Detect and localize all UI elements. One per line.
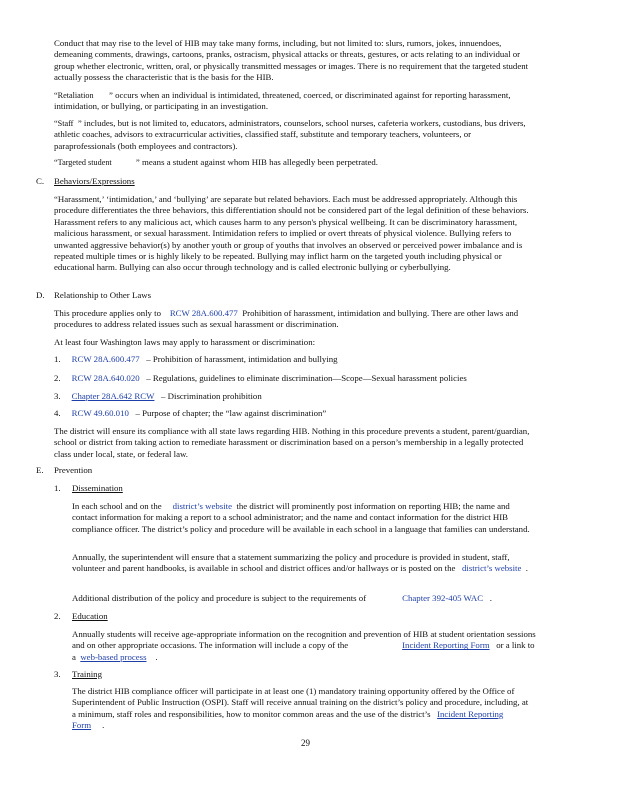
web-based-process-link[interactable]: web-based process [80, 651, 147, 662]
law-description: – Regulations, guidelines to eliminate discrimination—Scope—Sexual harassment policies [146, 373, 467, 383]
staff-term: “Staff [54, 119, 74, 128]
education-text-mid: or a link to a [72, 640, 535, 662]
law-item-number: 4. [54, 408, 61, 418]
law-link[interactable]: Chapter 28A.642 RCW [71, 391, 155, 401]
rcw-28a-600-477-link[interactable]: RCW 28A.600.477 [169, 308, 238, 318]
training-number: 3. [54, 669, 61, 679]
retaliation-term: “Retaliation [54, 91, 94, 100]
section-d-closing: The district will ensure its compliance with all state laws regarding HIB. Nothing in this procedure prevents a student, parent/guardian, school or district from taking action to remediate harassment or discrimination based on a person’s membership in a legally protected class under local, state, or federal law. [54, 426, 530, 459]
law-item [54, 391, 534, 402]
page-number: 29 [301, 738, 310, 748]
section-e-letter: E. [36, 465, 44, 475]
section-c-body: “Harassment,’ ‘intimidation,’ and ‘bullying’ are separate but related behaviors. Each must be addressed appropriately. Although this procedure differentiates the three behaviors, this differentiation should not be considered part of the legal definition of these behaviors. Harassment refers to any malicious act, which causes harm to any person's physical wellbeing. It can be discriminatory harassment, malicious harassment, or sexual harassment. Intimidation refers to implied or overt threats of physical violence. Bullying refers to unwanted aggressive behavior(s) by another youth or group of youths that involves an observed or perceived power imbalance and is repeated multiple times or is highly likely to be repeated. Bullying may inflict harm on the targeted youth including physical or educational harm. Bullying can also occur through technology and is called electronic bullying or cyberbullying. [54, 194, 529, 273]
staff-definition [54, 118, 532, 152]
section-c-title: Behaviors/Expressions [54, 176, 135, 186]
law-item-number: 1. [54, 354, 61, 364]
dissemination-p1-text: In each school and on the [72, 501, 162, 511]
dissemination-paragraph-3 [72, 593, 542, 604]
chapter-392-405-wac-link[interactable]: Chapter 392-405 WAC [402, 593, 484, 603]
law-link[interactable]: RCW 28A.640.020 [71, 373, 140, 383]
law-item-number: 2. [54, 373, 61, 383]
law-item-number: 3. [54, 391, 61, 401]
staff-text: ” includes, but is not limited to, educators, administrators, counselors, school nurses, cafeteria workers, custodians, bus drivers, athletic coaches, advisors to extracurricular activities, classified staff, substitute and temporary teachers, volunteers, or paraprofessionals (both employees and contractors). [54, 118, 526, 151]
dissemination-paragraph-2 [72, 552, 534, 575]
targeted-student-definition [54, 157, 532, 168]
law-description: – Prohibition of harassment, intimidation and bullying [146, 354, 338, 364]
training-title: Training [72, 669, 102, 679]
section-d-intro [54, 308, 534, 331]
section-c-letter: C. [36, 176, 45, 186]
education-text: Annually students will receive age-appropriate information on the recognition and prevention of HIB at student orientation sessions and on other appropriate occasions. The information will include a copy of the [72, 629, 536, 651]
law-item [54, 354, 534, 365]
dissemination-p3-end: . [489, 593, 492, 603]
education-number: 2. [54, 611, 61, 621]
targeted-student-term: “Targeted student [54, 158, 112, 167]
district-website-link[interactable]: district’s website [462, 563, 522, 574]
targeted-student-text: ” means a student against whom HIB has allegedly been perpetrated. [135, 157, 378, 167]
dissemination-number: 1. [54, 483, 61, 493]
education-title: Education [72, 611, 108, 621]
dissemination-p3-text: Additional distribution of the policy and procedure is subject to the requirements of [72, 593, 367, 603]
section-d-intro-a: This procedure applies only to [54, 308, 162, 318]
section-d-intro-b: Prohibition of harassment, intimidation and bullying. There are other laws and procedures to address related issues such as sexual harassment or discrimination. [54, 308, 519, 330]
law-description: – Discrimination prohibition [161, 391, 262, 401]
incident-reporting-form-link[interactable]: Incident Reporting Form [72, 708, 504, 731]
training-end: . [102, 720, 105, 731]
dissemination-paragraph-1 [72, 501, 534, 535]
section-d-title: Relationship to Other Laws [54, 290, 151, 300]
law-item [54, 408, 534, 419]
dissemination-p2-end: . [525, 563, 528, 574]
retaliation-text: ” occurs when an individual is intimidated, threatened, coerced, or discriminated against for reporting harassment, intimidation, or bullying, or participating in an investigation. [54, 90, 511, 112]
education-paragraph [72, 629, 546, 663]
dissemination-p2-text: Annually, the superintendent will ensure that a statement summarizing the policy and procedure is provided in student, staff, volunteer and parent handbooks, is available in school and district offices and/or hallways or is posted on the [72, 552, 510, 574]
district-website-link[interactable]: district’s website [172, 501, 233, 511]
law-description: – Purpose of chapter; the “law against discrimination” [135, 408, 327, 418]
law-item [54, 373, 534, 384]
section-e-title: Prevention [54, 465, 93, 475]
section-d-lead: At least four Washington laws may apply to harassment or discrimination: [54, 337, 316, 347]
section-d-letter: D. [36, 290, 45, 300]
retaliation-definition [54, 90, 532, 113]
education-end: . [155, 651, 158, 662]
law-link[interactable]: RCW 49.60.010 [71, 408, 129, 418]
training-paragraph [72, 686, 534, 732]
incident-reporting-form-link[interactable]: Incident Reporting Form [402, 640, 490, 651]
dissemination-p1-rest: the district will prominently post information on reporting HIB; the name and contact information for making a report to a school administrator; and the name and contact information for the district HIB compliance officer. The district’s policy and procedure will be available in each school in a language that families can understand. [72, 501, 530, 534]
conduct-paragraph: Conduct that may rise to the level of HIB may take many forms, including, but not limited to: slurs, rumors, jokes, innuendoes, demeaning comments, drawings, cartoons, pranks, ostracism, physical attacks or threats, gestures, or acts relating to an individual or group whether electronic, written, oral, or physically transmitted messages or images. There is no requirement that the targeted student actually possess the characteristic that is the basis for the HIB. [54, 38, 529, 83]
training-text: The district HIB compliance officer will participate in at least one (1) mandatory training opportunity offered by the Office of Superintendent of Public Instruction (OSPI). Staff will receive annual training on the district’s policy and procedure, including, at a minimum, staff roles and responsibilities, how to monitor common areas and the use of the district’s [72, 686, 529, 719]
dissemination-title: Dissemination [72, 483, 123, 493]
law-link[interactable]: RCW 28A.600.477 [71, 354, 140, 364]
